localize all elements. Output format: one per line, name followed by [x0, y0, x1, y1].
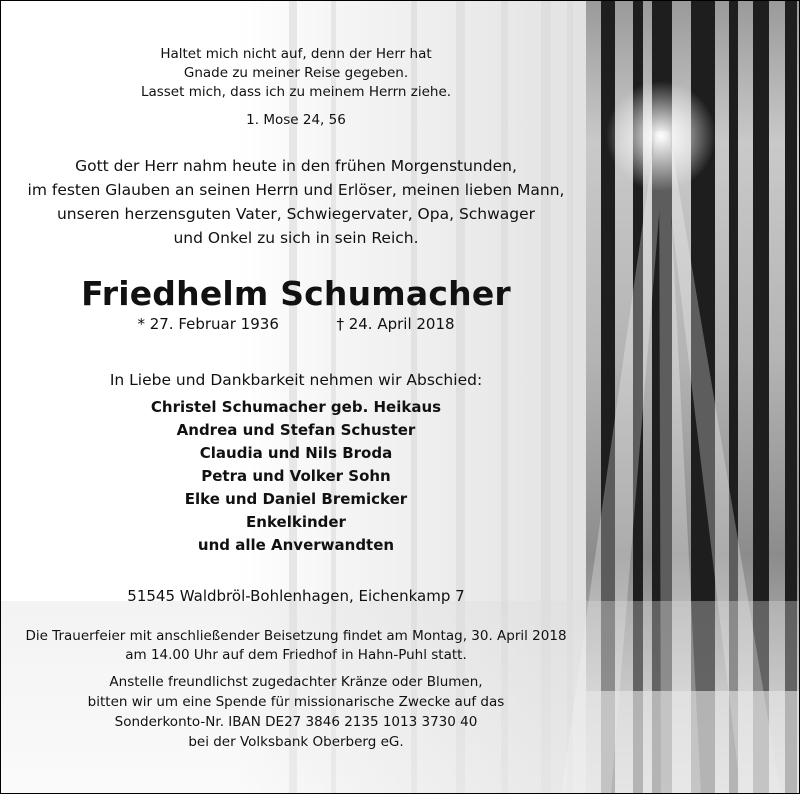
family-member: Claudia und Nils Broda — [199, 444, 393, 462]
donation-info-line: Sonderkonto-Nr. IBAN DE27 3846 2135 1013 3730 40 — [114, 714, 478, 730]
service-info-line: Die Trauerfeier mit anschließender Beisetzung findet am Montag, 30. April 2018 — [25, 628, 567, 644]
family-member: Petra und Volker Sohn — [201, 467, 391, 485]
mourning-address: 51545 Waldbröl-Bohlenhagen, Eichenkamp 7 — [127, 587, 465, 605]
life-dates — [1, 315, 591, 333]
donation-info-line: Anstelle freundlichst zugedachter Kränze oder Blumen, — [109, 674, 483, 690]
announcement-line: Gott der Herr nahm heute in den frühen Morgenstunden, — [75, 157, 517, 175]
announcement-line: und Onkel zu sich in sein Reich. — [173, 229, 419, 247]
family-member: Andrea und Stefan Schuster — [176, 421, 416, 439]
donation-info-line: bitten wir um eine Spende für missionarische Zwecke auf das — [87, 694, 505, 710]
family-member: und alle Anverwandten — [197, 536, 395, 554]
bible-verse-source: 1. Mose 24, 56 — [246, 112, 346, 128]
bible-verse-line: Lasset mich, dass ich zu meinem Herrn ziehe. — [140, 84, 452, 100]
family-member: Enkelkinder — [246, 513, 346, 531]
bible-verse-line: Gnade zu meiner Reise gegeben. — [183, 65, 409, 81]
family-member: Elke und Daniel Bremicker — [184, 490, 408, 508]
birth-date: * 27. Februar 1936 — [137, 315, 279, 333]
family-member: Christel Schumacher geb. Heikaus — [150, 398, 442, 416]
obituary-text — [1, 1, 591, 793]
announcement-line: unseren herzensguten Vater, Schwiegervater, Opa, Schwager — [56, 205, 536, 223]
bible-verse-line: Haltet mich nicht auf, denn der Herr hat — [160, 46, 432, 62]
deceased-name: Friedhelm Schumacher — [81, 274, 511, 313]
announcement-line: im festen Glauben an seinen Herrn und Erlöser, meinen lieben Mann, — [27, 181, 565, 199]
donation-info-line: bei der Volksbank Oberberg eG. — [188, 734, 404, 750]
death-date: † 24. April 2018 — [336, 315, 455, 333]
farewell-intro: In Liebe und Dankbarkeit nehmen wir Abschied: — [109, 371, 483, 389]
service-info-line: am 14.00 Uhr auf dem Friedhof in Hahn-Puhl statt. — [125, 647, 467, 663]
